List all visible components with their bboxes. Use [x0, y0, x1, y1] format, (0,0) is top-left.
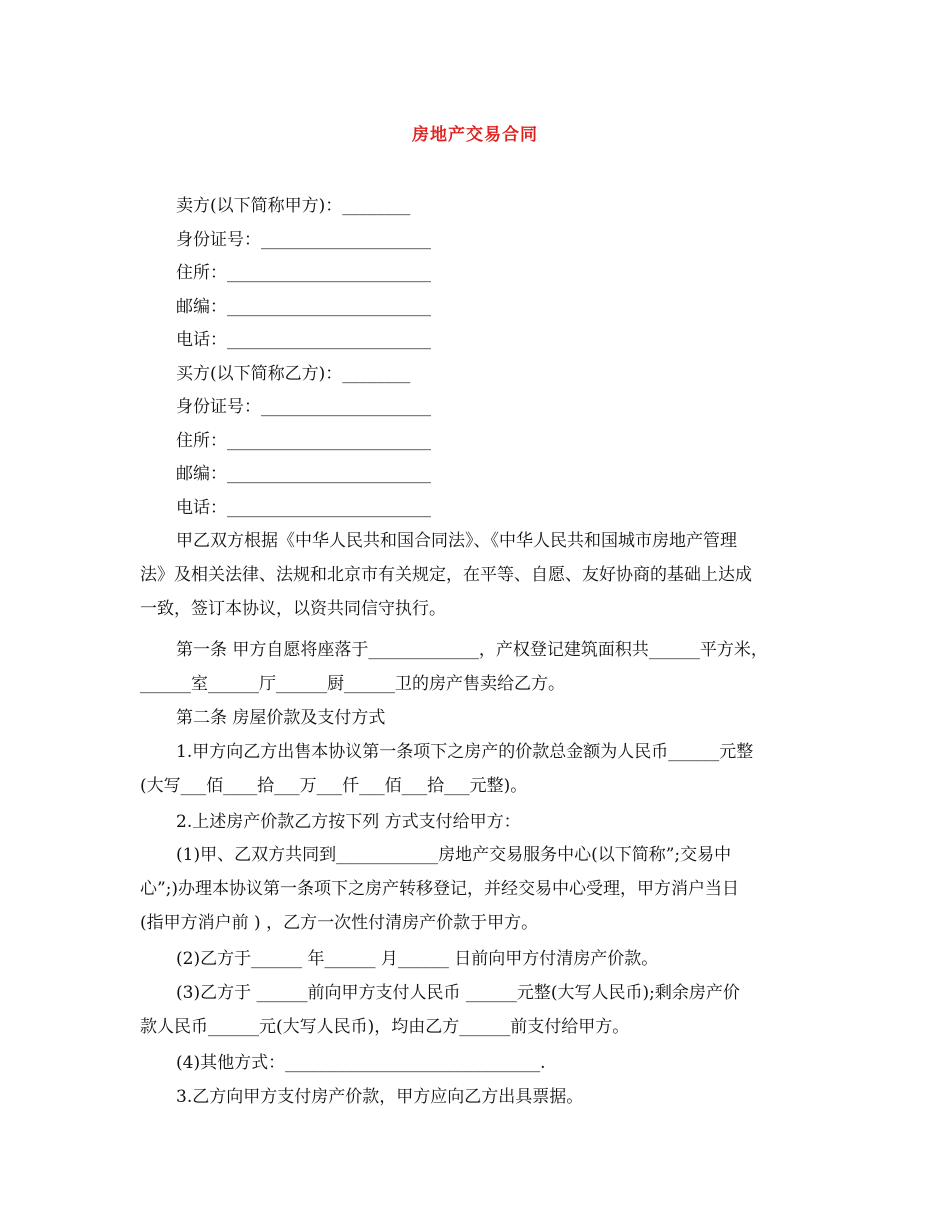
buyer-postcode-line: 邮编：________________________ [176, 464, 431, 484]
seller-id-line: 身份证号：____________________ [176, 230, 431, 250]
buyer-name-line: 买方(以下简称乙方)：________ [176, 364, 411, 384]
article-1-line: 第一条 甲方自愿将座落于_____________，产权登记建筑面积共______平方米， [176, 640, 768, 660]
clause-2-3-line: 款人民币______元(大写人民币)，均由乙方______前支付给甲方。 [140, 1017, 630, 1037]
clause-1-line: (大写___佰____拾___万___仟___佰___拾___元整)。 [140, 776, 528, 796]
clause-2-1-line: (指甲方消户前 ) ，乙方一次性付清房产价款于甲方。 [140, 913, 539, 933]
clause-2-1-line: (1)甲、乙双方共同到____________房地产交易服务中心(以下简称”;交易中 [176, 845, 732, 865]
clause-3-line: 3.乙方向甲方支付房产价款，甲方应向乙方出具票据。 [176, 1087, 584, 1107]
buyer-address-line: 住所：________________________ [176, 431, 431, 451]
clause-1-line: 1.甲方向乙方出售本协议第一条项下之房产的价款总金额为人民币______元整 [176, 742, 754, 762]
article-2-heading: 第二条 房屋价款及支付方式 [176, 708, 386, 728]
clause-2-3-line: (3)乙方于 ______前向甲方支付人民币 ______元整(大写人民币);剩余房产价 [176, 983, 740, 1003]
seller-postcode-line: 邮编：________________________ [176, 297, 431, 317]
preamble-line: 一致，签订本协议，以资共同信守执行。 [140, 599, 446, 619]
clause-2-1-line: 心”;)办理本协议第一条项下之房产转移登记，并经交易中心受理，甲方消户当日 [140, 879, 740, 899]
seller-name-line: 卖方(以下简称甲方)：________ [176, 196, 411, 216]
preamble-line: 法》及相关法律、法规和北京市有关规定，在平等、自愿、友好协商的基础上达成 [140, 565, 752, 585]
article-1-line: ______室______厅______厨______卫的房产售卖给乙方。 [140, 674, 565, 694]
clause-2-2-line: (2)乙方于______ 年______ 月______ 日前向甲方付清房产价款。 [176, 949, 659, 969]
document-title: 房地产交易合同 [412, 125, 538, 145]
buyer-phone-line: 电话：________________________ [176, 498, 431, 518]
seller-phone-line: 电话：________________________ [176, 330, 431, 350]
clause-2-4-line: (4)其他方式：______________________________. [176, 1053, 546, 1073]
clause-2-line: 2.上述房产价款乙方按下列 方式支付给甲方： [176, 812, 521, 832]
seller-address-line: 住所：________________________ [176, 263, 431, 283]
buyer-id-line: 身份证号：____________________ [176, 397, 431, 417]
preamble-line: 甲乙双方根据《中华人民共和国合同法》、《中华人民共和国城市房地产管理 [176, 531, 737, 551]
